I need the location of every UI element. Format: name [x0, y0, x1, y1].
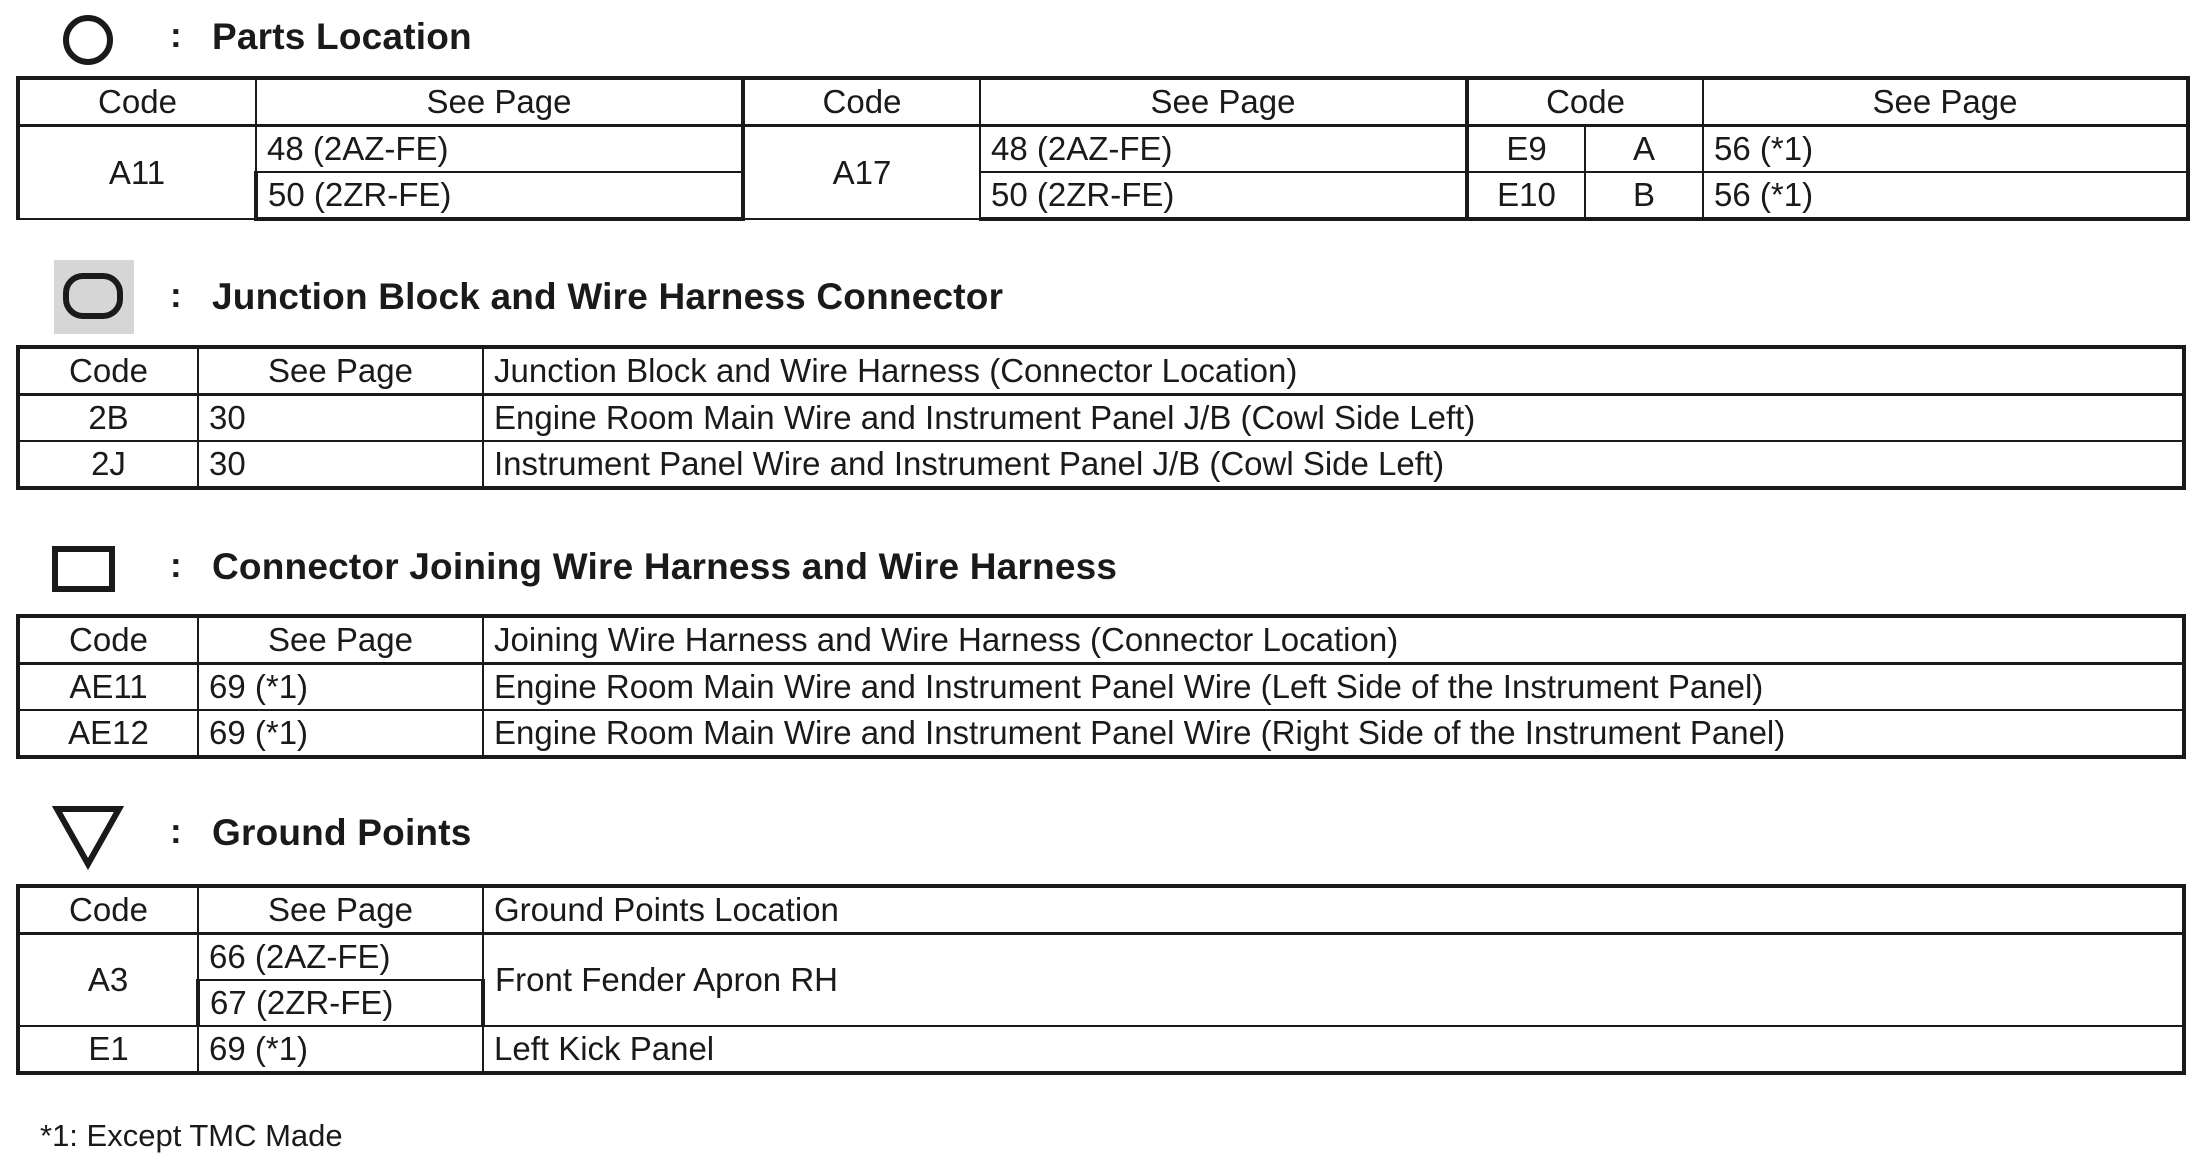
joining-connector-header	[0, 536, 2202, 616]
page-cell: 56 (*1)	[1703, 172, 2188, 219]
header-see-page: See Page	[256, 78, 743, 126]
sub-code-cell: A	[1585, 126, 1703, 173]
page-cell: 48 (2AZ-FE)	[256, 126, 743, 173]
section-title: Connector Joining Wire Harness and Wire Harness	[212, 546, 1118, 587]
code-cell: 2J	[18, 441, 198, 488]
location-cell: Front Fender Apron RH	[483, 934, 2184, 1027]
junction-block-header	[0, 256, 2202, 336]
page-cell: 50 (2ZR-FE)	[256, 172, 743, 219]
header-see-page: See Page	[198, 886, 483, 934]
table-row	[18, 395, 2184, 442]
header-see-page: See Page	[1703, 78, 2188, 126]
code-cell: 2B	[18, 395, 198, 442]
footnote: *1: Except TMC Made	[40, 1118, 343, 1153]
ground-points-table	[16, 884, 2186, 1075]
page-cell: 66 (2AZ-FE)	[198, 934, 483, 981]
parts-location-header	[0, 0, 2202, 80]
code-cell: E1	[18, 1026, 198, 1073]
page-cell: 30	[198, 395, 483, 442]
code-cell: A3	[18, 934, 198, 1027]
table-row	[18, 172, 2188, 219]
section-title: Ground Points	[212, 812, 472, 853]
code-cell: A17	[743, 126, 980, 220]
header-code: Code	[1467, 78, 1703, 126]
location-cell: Engine Room Main Wire and Instrument Panel J/B (Cowl Side Left)	[483, 395, 2184, 442]
section-colon: :	[170, 546, 182, 585]
code-cell: E10	[1467, 172, 1585, 219]
page-cell: 69 (*1)	[198, 710, 483, 757]
code-cell: E9	[1467, 126, 1585, 173]
location-cell: Left Kick Panel	[483, 1026, 2184, 1073]
circle-symbol-icon	[60, 12, 116, 68]
location-cell: Instrument Panel Wire and Instrument Panel J/B (Cowl Side Left)	[483, 441, 2184, 488]
ground-points-header	[0, 800, 2202, 880]
table-row	[18, 126, 2188, 173]
table-header-row	[18, 616, 2184, 664]
code-cell: AE11	[18, 664, 198, 711]
page-cell: 69 (*1)	[198, 1026, 483, 1073]
header-code: Code	[18, 616, 198, 664]
table-row	[18, 441, 2184, 488]
table-header-row	[18, 347, 2184, 395]
section-colon: :	[170, 16, 182, 55]
code-cell: AE12	[18, 710, 198, 757]
section-title: Junction Block and Wire Harness Connector	[212, 276, 1004, 317]
header-code: Code	[18, 347, 198, 395]
header-location: Ground Points Location	[483, 886, 2184, 934]
header-code: Code	[743, 78, 980, 126]
header-location: Joining Wire Harness and Wire Harness (Connector Location)	[483, 616, 2184, 664]
code-cell: A11	[18, 126, 256, 220]
table-header-row	[18, 886, 2184, 934]
section-title: Parts Location	[212, 16, 472, 57]
table-row	[18, 664, 2184, 711]
page-cell: 48 (2AZ-FE)	[980, 126, 1467, 173]
page-cell: 50 (2ZR-FE)	[980, 172, 1467, 219]
page-cell: 69 (*1)	[198, 664, 483, 711]
rounded-rect-symbol-icon	[54, 260, 134, 334]
page-cell: 30	[198, 441, 483, 488]
header-see-page: See Page	[980, 78, 1467, 126]
rectangle-symbol-icon	[52, 546, 116, 596]
junction-block-table	[16, 345, 2186, 490]
page-cell: 56 (*1)	[1703, 126, 2188, 173]
section-colon: :	[170, 812, 182, 851]
header-see-page: See Page	[198, 347, 483, 395]
parts-location-table	[16, 76, 2190, 221]
table-row	[18, 934, 2184, 981]
section-colon: :	[170, 276, 182, 315]
table-header-row	[18, 78, 2188, 126]
sub-code-cell: B	[1585, 172, 1703, 219]
header-location: Junction Block and Wire Harness (Connector Location)	[483, 347, 2184, 395]
down-triangle-symbol-icon	[52, 804, 124, 870]
header-code: Code	[18, 78, 256, 126]
joining-connector-table	[16, 614, 2186, 759]
page-cell: 67 (2ZR-FE)	[198, 980, 483, 1026]
location-cell: Engine Room Main Wire and Instrument Panel Wire (Left Side of the Instrument Panel)	[483, 664, 2184, 711]
location-cell: Engine Room Main Wire and Instrument Panel Wire (Right Side of the Instrument Panel)	[483, 710, 2184, 757]
table-row	[18, 1026, 2184, 1073]
header-code: Code	[18, 886, 198, 934]
table-row	[18, 710, 2184, 757]
header-see-page: See Page	[198, 616, 483, 664]
